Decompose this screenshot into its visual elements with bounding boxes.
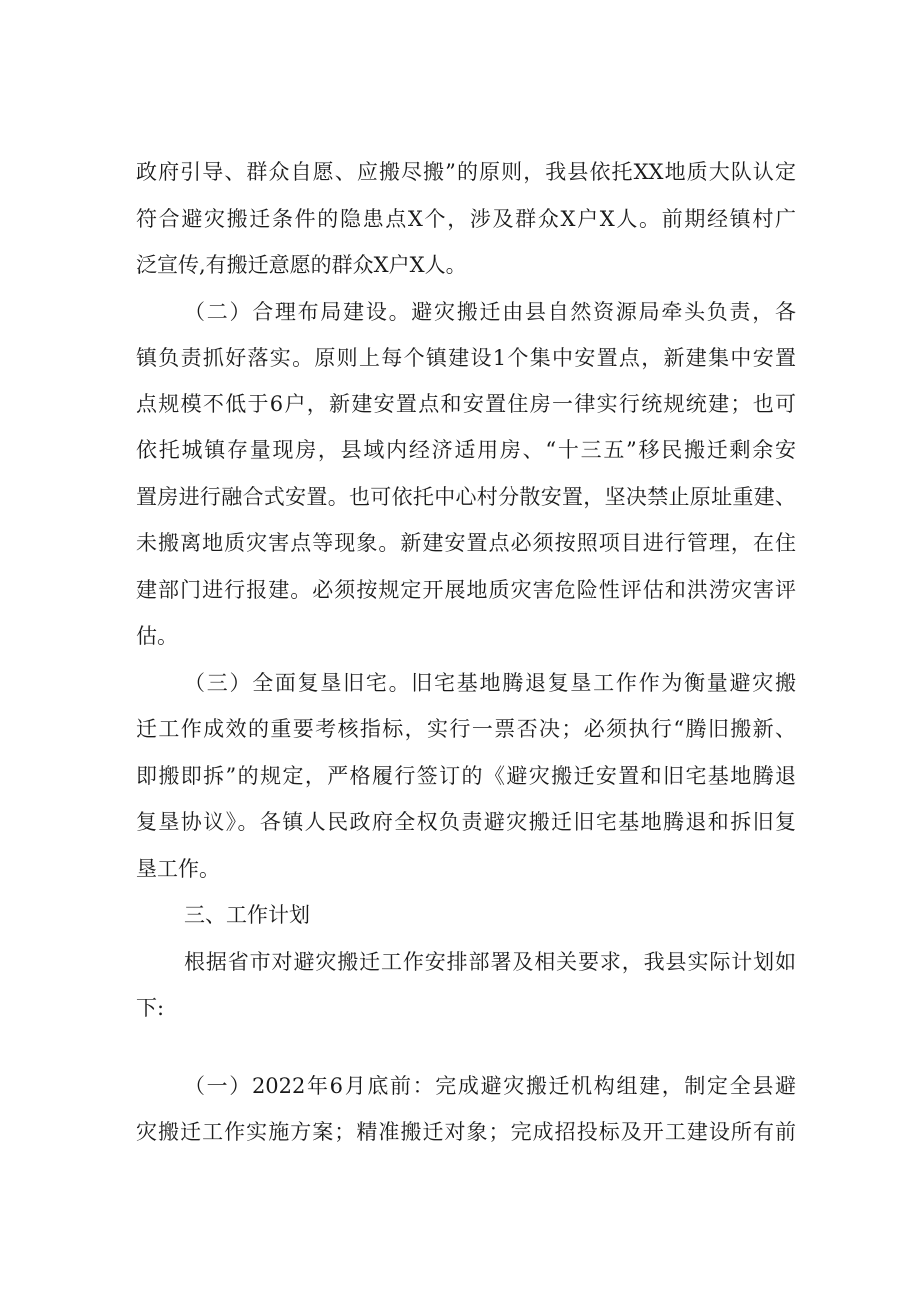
paragraph-start-line: （一）2022年6月底前：完成避灾搬迁机构组建，制定全县避 <box>184 1074 796 1098</box>
text-line: 置房进行融合式安置。也可依托中心村分散安置，坚决禁止原址重建、 <box>136 485 796 509</box>
text-line: 符合避灾搬迁条件的隐患点X个，涉及群众X户X人。前期经镇村广 <box>136 207 796 231</box>
text-line: 复垦协议》。各镇人民政府全权负责避灾搬迁旧宅基地腾退和拆旧复 <box>136 810 796 834</box>
text-line: 即搬即拆”的规定，严格履行签订的《避灾搬迁安置和旧宅基地腾退 <box>136 764 796 788</box>
text-line: 依托城镇存量现房，县域内经济适用房、“十三五”移民搬迁剩余安 <box>136 438 796 462</box>
text-line: 政府引导、群众自愿、应搬尽搬”的原则，我县依托XX地质大队认定 <box>136 160 796 184</box>
paragraph-start-line: （二）合理布局建设。避灾搬迁由县自然资源局牵头负责，各 <box>184 300 796 324</box>
text-line: 下: <box>136 996 165 1020</box>
section-heading: 三、工作计划 <box>184 903 310 927</box>
text-line: 垦工作。 <box>136 857 220 881</box>
text-line: 建部门进行报建。必须按规定开展地质灾害危险性评估和洪涝灾害评 <box>136 578 796 602</box>
text-line: 迁工作成效的重要考核指标，实行一票否决；必须执行“腾旧搬新、 <box>136 717 796 741</box>
text-line: 点规模不低于6户，新建安置点和安置住房一律实行统规统建；也可 <box>136 392 796 416</box>
paragraph-start-line: （三）全面复垦旧宅。旧宅基地腾退复垦工作作为衡量避灾搬 <box>184 671 796 695</box>
text-line: 灾搬迁工作实施方案；精准搬迁对象；完成招投标及开工建设所有前 <box>136 1120 796 1144</box>
text-line: 未搬离地质灾害点等现象。新建安置点必须按照项目进行管理，在住 <box>136 531 796 555</box>
paragraph-start-line: 根据省市对避灾搬迁工作安排部署及相关要求，我县实际计划如 <box>184 950 796 974</box>
text-line: 镇负责抓好落实。原则上每个镇建设1个集中安置点，新建集中安置 <box>136 346 796 370</box>
text-line: 泛宣传,有搬迁意愿的群众X户X人。 <box>136 253 467 277</box>
text-line: 估。 <box>136 624 178 648</box>
